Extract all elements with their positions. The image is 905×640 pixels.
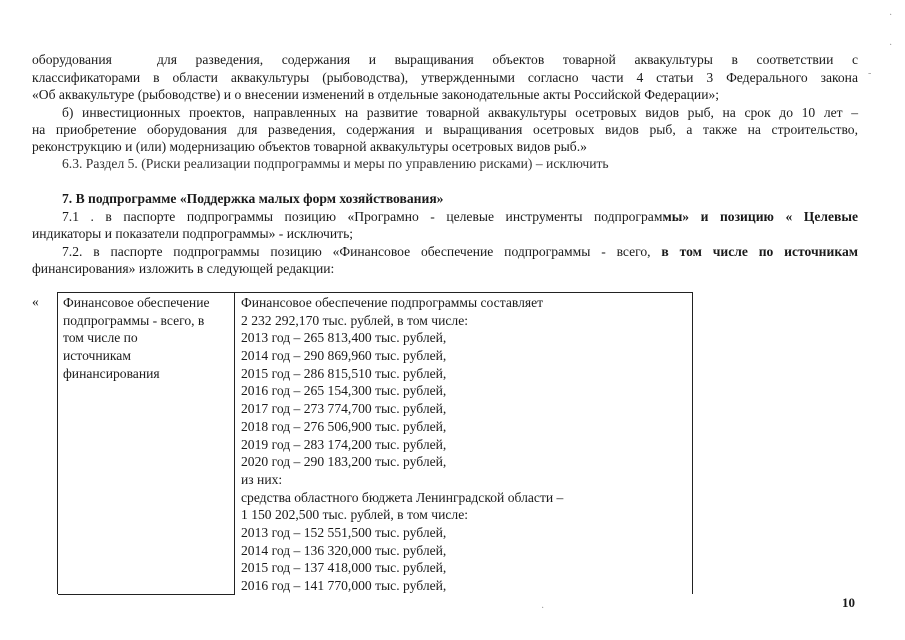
item-7-2-line-1-text bbox=[62, 243, 858, 260]
section-7-heading bbox=[0, 190, 905, 207]
para-a-line-1 bbox=[0, 51, 905, 68]
table-divider bbox=[234, 293, 235, 594]
page-number: 10 bbox=[842, 595, 855, 610]
table-left-bottom-border bbox=[58, 594, 235, 595]
right-cell-line: 2016 год – 265 154,300 тыс. рублей, bbox=[241, 383, 447, 399]
right-cell-line: 2013 год – 265 813,400 тыс. рублей, bbox=[241, 330, 447, 346]
table-right-cell bbox=[241, 294, 563, 595]
item-6-3-text: 6.3. Раздел 5. (Риски реализации подпрограммы и меры по управлению рисками) – исключить bbox=[62, 156, 609, 171]
right-cell-line: 2014 год – 290 869,960 тыс. рублей, bbox=[241, 348, 447, 364]
right-cell-line: 2020 год – 290 183,200 тыс. рублей, bbox=[241, 454, 447, 470]
para-a-line-2 bbox=[0, 69, 905, 86]
left-cell-line: подпрограммы - всего, в bbox=[63, 312, 205, 328]
open-quote: « bbox=[32, 294, 39, 309]
table-left-cell bbox=[63, 294, 210, 382]
right-cell-line: из них: bbox=[241, 471, 283, 487]
item-7-2-line-2 bbox=[0, 260, 905, 277]
right-cell-line: 2018 год – 276 506,900 тыс. рублей, bbox=[241, 418, 447, 434]
item-7-2-part-2: в том числе по источникам bbox=[661, 244, 859, 259]
funding-table bbox=[57, 292, 693, 594]
para-a-line-3-text: «Об аквакультуре (рыбоводстве) и о внесении изменений в отдельные законодательные акты Российской Федерации»; bbox=[32, 87, 720, 102]
item-7-2-line-2-text: финансирования» изложить в следующей редакции: bbox=[32, 261, 335, 276]
para-b-line-2 bbox=[0, 121, 905, 138]
para-a-line-1-left: оборудования bbox=[32, 52, 112, 67]
right-cell-line: 2013 год – 152 551,500 тыс. рублей, bbox=[241, 524, 447, 540]
left-cell-line: Финансовое обеспечение bbox=[63, 295, 210, 310]
right-cell-line: 1 150 202,500 тыс. рублей, в том числе: bbox=[241, 507, 469, 523]
item-7-1-part-2: мы» и позицию « Целевые bbox=[662, 209, 858, 224]
para-b-line-1 bbox=[0, 104, 905, 121]
scan-speck: · bbox=[541, 603, 545, 614]
left-cell-line: источникам bbox=[63, 348, 131, 364]
right-cell-line: 2015 год – 137 418,000 тыс. рублей, bbox=[241, 560, 447, 576]
item-7-1-line-1 bbox=[0, 208, 905, 225]
item-7-1-line-2 bbox=[0, 225, 905, 242]
para-a-line-3 bbox=[0, 86, 905, 103]
section-7-heading-text: 7. В подпрограмме «Поддержка малых форм хозяйствования» bbox=[62, 191, 444, 206]
para-b-line-3 bbox=[0, 138, 905, 155]
scan-speck: · bbox=[889, 40, 893, 51]
para-b-line-2-text: на приобретение оборудования для разведения, содержания и выращивания осетровых видов рыб, а также на строительство, bbox=[32, 122, 858, 137]
right-cell-line: средства областного бюджета Ленинградской области – bbox=[241, 489, 564, 505]
item-7-2-line-1 bbox=[0, 243, 905, 260]
para-a-line-2-text: классификаторами в области аквакультуры (рыбоводства), утвержденными согласно части 4 статьи 3 Федерального закона bbox=[32, 70, 858, 85]
right-cell-line: 2016 год – 141 770,000 тыс. рублей, bbox=[241, 578, 447, 593]
item-7-1-line-2-text: индикаторы и показатели подпрограммы» - исключить; bbox=[32, 226, 354, 241]
para-b-line-3-text: реконструкцию и (или) модернизацию объектов товарной аквакультуры осетровых видов рыб.» bbox=[32, 139, 587, 154]
item-7-2-part-1: 7.2. в паспорте подпрограммы позицию «Финансовое обеспечение подпрограммы - всего, bbox=[62, 244, 662, 259]
scan-speck: · bbox=[889, 10, 893, 21]
right-cell-line: 2019 год – 283 174,200 тыс. рублей, bbox=[241, 436, 447, 452]
right-cell-line: 2017 год – 273 774,700 тыс. рублей, bbox=[241, 401, 447, 417]
right-cell-line: 2 232 292,170 тыс. рублей, в том числе: bbox=[241, 312, 469, 328]
item-6-3 bbox=[0, 155, 905, 172]
left-cell-line: финансирования bbox=[63, 365, 160, 381]
para-a-line-1-right: для разведения, содержания и выращивания объектов товарной аквакультуры в соответствии с bbox=[157, 52, 858, 67]
item-7-1-part-1: 7.1 . в паспорте подпрограммы позицию «Програмно - целевые инструменты подпрограм bbox=[62, 209, 663, 224]
right-cell-line: 2014 год – 136 320,000 тыс. рублей, bbox=[241, 542, 447, 558]
left-cell-line: том числе по bbox=[63, 330, 138, 346]
scan-speck: - bbox=[868, 68, 872, 79]
para-b-line-1-text: б) инвестиционных проектов, направленных на развитие товарной аквакультуры осетровых видов рыб, на срок до 10 лет – bbox=[62, 105, 858, 120]
right-cell-line: 2015 год – 286 815,510 тыс. рублей, bbox=[241, 365, 447, 381]
item-7-1-line-1-text bbox=[62, 208, 858, 225]
right-cell-line: Финансовое обеспечение подпрограммы составляет bbox=[241, 295, 544, 310]
